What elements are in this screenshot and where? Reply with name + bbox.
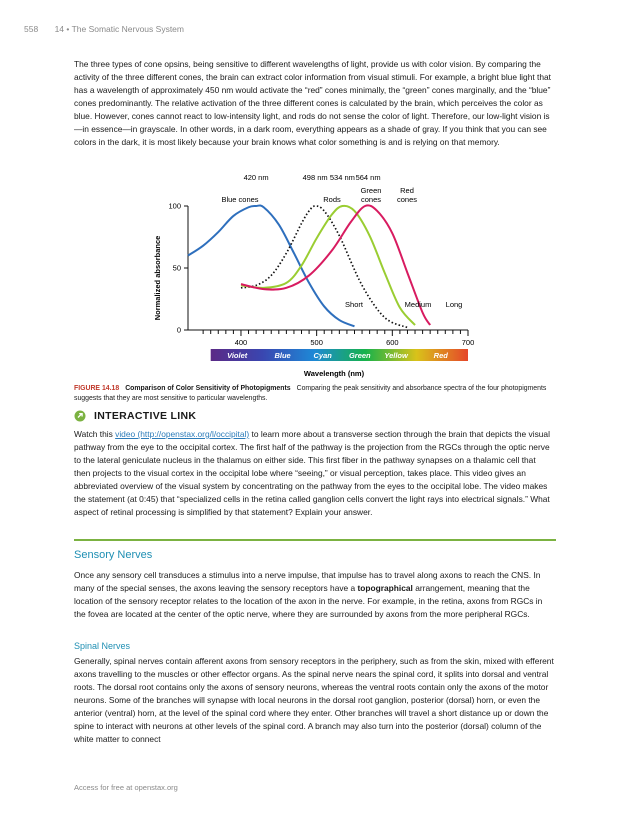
legend-green-cones: Green cones — [360, 186, 382, 204]
intro-section — [74, 58, 554, 149]
peak-labels — [244, 173, 381, 182]
spectrum-label-green: Green — [348, 351, 371, 360]
sensory-text-before: Once any sensory cell transduces a stimulus into a nerve impulse, that impulse has to travel along axons to reach the CNS. In many of the special senses, the axons leaving the sensory receptors have a — [74, 570, 541, 593]
link-icon — [74, 410, 86, 422]
spectrum-label-cyan: Cyan — [313, 351, 332, 360]
legend-blue-cones: Blue cones — [221, 195, 259, 204]
spectrum-label-yellow: Yellow — [384, 351, 408, 360]
sensory-nerves-heading: Sensory Nerves — [74, 549, 153, 561]
curve-blue-cones — [188, 205, 354, 326]
interactive-link-heading — [74, 410, 554, 422]
video-link[interactable]: video (http://openstax.org/l/occipital) — [115, 429, 250, 439]
peak-label: 420 nm — [243, 173, 269, 182]
chart-xlabel: Wavelength (nm) — [303, 369, 365, 378]
spectrum-label-red: Red — [433, 351, 448, 360]
spinal-nerves-paragraph: Generally, spinal nerves contain afferent axons from sensory receptors in the periphery, such as from the skin, mixed with efferent axons travelling to the muscles or other effector organs. As the spinal nerve nears the spinal cord, it splits into dorsal and ventral roots. The dorsal root contains only the axons of sensory neurons, whereas the ventral roots contain only the axons of the motor neurons. Some of the branches will synapse with local neurons in the dorsal root ganglion, posterior (dorsal) horn, or even the anterior (ventral) horn, at the level of the spinal cord where they enter. Other branches will travel a short distance up or down the spine to interact with neurons at other levels of the spinal cord. A branch may also turn into the posterior (dorsal) column of the white matter to connect — [74, 656, 554, 744]
curve-red-cones — [241, 205, 430, 325]
figure-title: Comparison of Color Sensitivity of Photopigments — [125, 385, 291, 392]
band-label-short: Short — [345, 300, 363, 309]
interactive-link-title: INTERACTIVE LINK — [94, 410, 197, 422]
figure-label: FIGURE 14.18 — [74, 385, 120, 392]
interactive-link-paragraph — [74, 428, 554, 519]
page-footer: Access for free at openstax.org — [74, 783, 178, 792]
sensory-nerves-section — [74, 549, 554, 621]
legend-rods: Rods — [323, 195, 341, 204]
interactive-link-box — [74, 410, 554, 519]
spectrum-bar — [211, 349, 468, 361]
band-label-medium: Medium — [404, 300, 432, 309]
y-tick-label: 50 — [172, 263, 181, 273]
spectrum-label-blue: Blue — [274, 351, 291, 360]
curve-green-cones — [241, 206, 415, 325]
peak-label: 498 nm — [302, 173, 328, 182]
x-tick-label: 700 — [461, 338, 475, 347]
figure-caption — [74, 384, 554, 404]
y-tick-label: 0 — [176, 325, 181, 335]
absorbance-curves — [188, 205, 430, 327]
spectrum-label-violet: Violet — [227, 351, 248, 360]
chapter-title: 14 • The Somatic Nervous System — [54, 24, 184, 34]
section-divider — [74, 539, 556, 541]
y-tick-label: 100 — [168, 201, 181, 211]
photopigment-chart — [140, 168, 475, 380]
sensory-nerves-paragraph — [74, 569, 554, 621]
intro-paragraph: The three types of cone opsins, being sensitive to different wavelengths of light, provide us with color vision. By comparing the activity of the three different cones, the brain can extract color information from visual stimuli. For example, a bright blue light that has a wavelength of approximately 450 nm would activate the “red” cones minimally, the “green” cones marginally, and the “blue” cones predominantly. The relative activation of the three different cones is calculated by the brain, which perceives the color as blue. However, cones cannot react to low-intensity light, and rods do not sense the color of light. Therefore, our low-light vision is—in essence—in grayscale. In other words, in a dark room, everything appears as a shade of gray. If you think that you can see colors in the dark, it is most likely because your brain knows what color something is and is relying on that memory. — [74, 59, 551, 147]
x-tick-label: 400 — [234, 338, 248, 347]
page-header — [24, 24, 184, 34]
topographical-term: topographical — [357, 583, 413, 593]
x-tick-label: 600 — [386, 338, 399, 347]
band-label-long: Long — [445, 300, 463, 309]
x-axis — [188, 330, 474, 347]
y-axis — [168, 202, 188, 335]
page-number: 558 — [24, 24, 39, 34]
legend-red-cones: Red cones — [396, 186, 418, 204]
x-tick-label: 500 — [310, 338, 323, 347]
link-text-after: to learn more about a transverse section through the brain that depicts the visual pathway from the eye to the occipital cortex. The first half of the pathway is the projection from the RGCs through the optic nerve to the lateral geniculate nucleus in the thalamus on either side. This first fiber in the pathway synapses on a thalamic cell that then projects to the visual cortex in the occipital lobe where “seeing,” or visual perception, takes place. This video gives an abbreviated overview of the visual system by concentrating on the pathway from the eyes to the occipital lobe. The video makes the statement (at 0:45) that “specialized cells in the retina called ganglion cells convert the light rays into electrical signals.” What aspect of retinal processing is simplified by that statement? Explain your answer. — [74, 429, 550, 517]
link-text-before: Watch this — [74, 429, 116, 439]
spinal-nerves-section — [74, 641, 554, 746]
spectrum-gradient — [211, 349, 468, 361]
spinal-nerves-heading: Spinal Nerves — [74, 641, 131, 651]
peak-label: 534 nm — [329, 173, 355, 182]
peak-label: 564 nm — [355, 173, 381, 182]
sensory-text-after: arrangement, meaning that the location of the sensory receptor relates to the location of the axon in the nerve. For example, in the retina, axons from RGCs in the fovea are located at the center of the optic nerve, where they are surrounded by axons from the more peripheral RGCs. — [74, 583, 543, 619]
figure-caption-text: Comparing the peak sensitivity and absorbance spectra of the four photopigments suggests that they are most sensitive to particular wavelengths. — [74, 385, 547, 402]
chart-ylabel: Normalized absorbance — [153, 235, 162, 321]
